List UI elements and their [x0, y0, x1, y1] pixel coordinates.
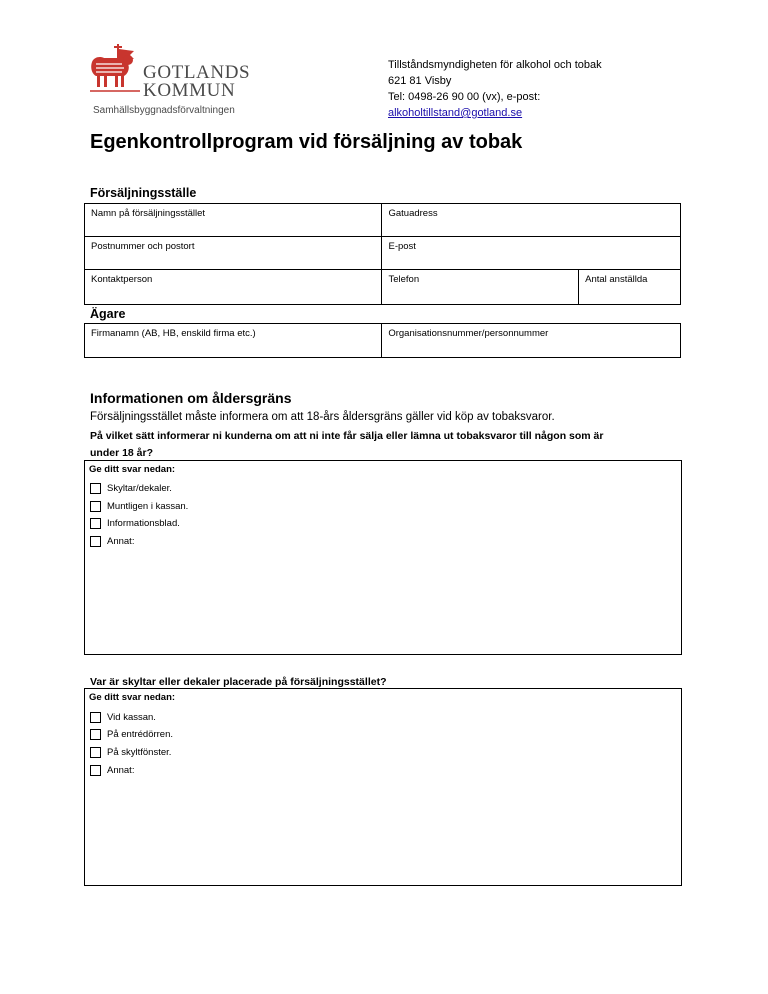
page-title: Egenkontrollprogram vid försäljning av tobak	[90, 131, 523, 153]
option-entrance-door[interactable]	[90, 729, 173, 740]
field-sale-place-name[interactable]	[85, 204, 382, 237]
field-label: E-post	[388, 241, 416, 252]
checkbox[interactable]	[90, 501, 101, 512]
option-label: Informationsblad.	[107, 518, 180, 529]
logo-text-gotlands: GOTLANDS	[143, 62, 251, 83]
field-employees[interactable]	[579, 270, 681, 305]
authority-address: 621 81 Visby	[388, 75, 452, 87]
field-street-address[interactable]	[382, 204, 681, 237]
field-org-number[interactable]	[382, 324, 681, 358]
checkbox[interactable]	[90, 747, 101, 758]
owner-table	[84, 323, 681, 358]
age-info-heading: Informationen om åldersgräns	[90, 390, 292, 406]
authority-name: Tillståndsmyndigheten för alkohol och tobak	[388, 59, 602, 71]
age-info-intro: Försäljningsstället måste informera om att 18-års åldersgräns gäller vid köp av tobaksvaror.	[90, 411, 555, 423]
checkbox[interactable]	[90, 536, 101, 547]
option-leaflet[interactable]	[90, 518, 180, 529]
option-label: På entrédörren.	[107, 729, 174, 740]
option-other[interactable]	[90, 765, 134, 776]
option-signs[interactable]	[90, 483, 172, 494]
field-email[interactable]	[382, 237, 681, 270]
field-phone[interactable]	[382, 270, 579, 305]
answer-lead: Ge ditt svar nedan:	[89, 464, 176, 475]
option-label: Annat:	[107, 536, 135, 547]
signs-question: Var är skyltar eller dekaler placerade på försäljningsstället?	[90, 676, 387, 688]
logo-subtitle: Samhällsbyggnadsförvaltningen	[93, 105, 235, 116]
field-label: Firmanamn (AB, HB, enskild firma etc.)	[91, 328, 256, 339]
sale-place-table	[84, 203, 681, 305]
checkbox[interactable]	[90, 518, 101, 529]
field-company-name[interactable]	[85, 324, 382, 358]
lamb-with-flag-icon	[88, 40, 144, 102]
authority-phone: Tel: 0498-26 90 00 (vx), e-post:	[388, 91, 541, 103]
checkbox[interactable]	[90, 765, 101, 776]
field-label: Telefon	[388, 274, 420, 285]
field-label: Postnummer och postort	[91, 241, 195, 252]
option-label: Vid kassan.	[107, 712, 156, 723]
checkbox[interactable]	[90, 483, 101, 494]
option-other[interactable]	[90, 536, 134, 547]
signs-answer-box[interactable]	[84, 688, 682, 886]
answer-lead: Ge ditt svar nedan:	[89, 692, 176, 703]
field-contact-person[interactable]	[85, 270, 382, 305]
age-info-answer-box[interactable]	[84, 460, 682, 655]
age-info-question-line1: På vilket sätt informerar ni kunderna om att ni inte får sälja eller lämna ut tobaksvaror till någon som är	[90, 430, 604, 442]
option-verbally[interactable]	[90, 501, 188, 512]
sale-place-heading: Försäljningsställe	[90, 186, 197, 200]
field-label: Antal anställda	[585, 274, 648, 285]
field-postal[interactable]	[85, 237, 382, 270]
field-label: Kontaktperson	[91, 274, 153, 285]
checkbox[interactable]	[90, 712, 101, 723]
option-label: Muntligen i kassan.	[107, 501, 189, 512]
logo-text-kommun: KOMMUN	[143, 80, 236, 101]
field-label: Gatuadress	[388, 208, 438, 219]
option-shop-window[interactable]	[90, 747, 171, 758]
option-label: På skyltfönster.	[107, 747, 172, 758]
field-label: Organisationsnummer/personnummer	[388, 328, 549, 339]
option-at-register[interactable]	[90, 712, 156, 723]
age-info-question-line2: under 18 år?	[90, 447, 154, 459]
checkbox[interactable]	[90, 729, 101, 740]
gotland-logo	[88, 40, 258, 118]
option-label: Skyltar/dekaler.	[107, 483, 172, 494]
option-label: Annat:	[107, 765, 135, 776]
authority-contact	[388, 57, 602, 121]
owner-heading: Ägare	[90, 307, 126, 321]
authority-email-link[interactable]: alkoholtillstand@gotland.se	[388, 107, 523, 119]
field-label: Namn på försäljningsstället	[91, 208, 206, 219]
